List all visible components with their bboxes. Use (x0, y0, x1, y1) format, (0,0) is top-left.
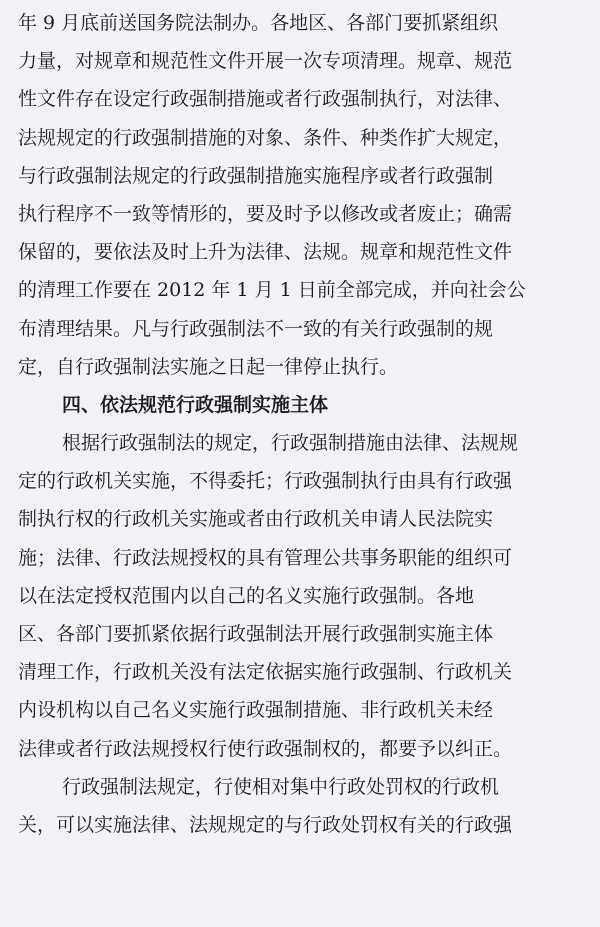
text-line: 关，可以实施法律、法规规定的与行政处罚权有关的行政强 (18, 813, 513, 836)
text-line: 定，自行政强制法实施之日起一律停止执行。 (18, 355, 399, 378)
text-line: 布清理结果。凡与行政强制法不一致的有关行政强制的规 (18, 317, 494, 340)
text-line: 的清理工作要在 2012 年 1 月 1 日前全部完成，并向社会公 (18, 279, 526, 302)
text-line: 保留的，要依法及时上升为法律、法规。规章和规范性文件 (18, 241, 513, 264)
text-line: 法律或者行政法规授权行使行政强制权的，都要予以纠正。 (18, 737, 513, 760)
text-line: 以在法定授权范围内以自己的名义实施行政强制。各地 (18, 584, 475, 607)
text-line: 行政强制法规定，行使相对集中行政处罚权的行政机 (62, 775, 500, 798)
text-line: 定的行政机关实施，不得委托；行政强制执行由具有行政强 (18, 470, 513, 493)
text-line: 性文件存在设定行政强制措施或者行政强制执行，对法律、 (18, 88, 513, 111)
text-line: 法规规定的行政强制措施的对象、条件、种类作扩大规定， (18, 126, 513, 149)
text-line: 内设机构以自己名义实施行政强制措施、非行政机关未经 (18, 699, 494, 722)
text-line: 区、各部门要抓紧依据行政强制法开展行政强制实施主体 (18, 623, 494, 645)
text-line: 执行程序不一致等情形的，要及时予以修改或者废止；确需 (18, 202, 513, 225)
text-line: 年 9 月底前送国务院法制办。各地区、各部门要抓紧组织 (18, 12, 499, 34)
text-line: 根据行政强制法的规定，行政强制措施由法律、法规规 (62, 432, 519, 455)
text-line: 施；法律、行政法规授权的具有管理公共事务职能的组织可 (18, 546, 513, 569)
text-line: 与行政强制法规定的行政强制措施实施程序或者行政强制 (18, 164, 494, 187)
text-line: 清理工作，行政机关没有法定依据实施行政强制、行政机关 (18, 661, 513, 684)
text-line: 制执行权的行政机关实施或者由行政机关申请人民法院实 (18, 508, 494, 531)
section-heading: 四、依法规范行政强制实施主体 (62, 393, 329, 416)
text-line: 力量，对规章和规范性文件开展一次专项清理。规章、规范 (18, 50, 513, 73)
